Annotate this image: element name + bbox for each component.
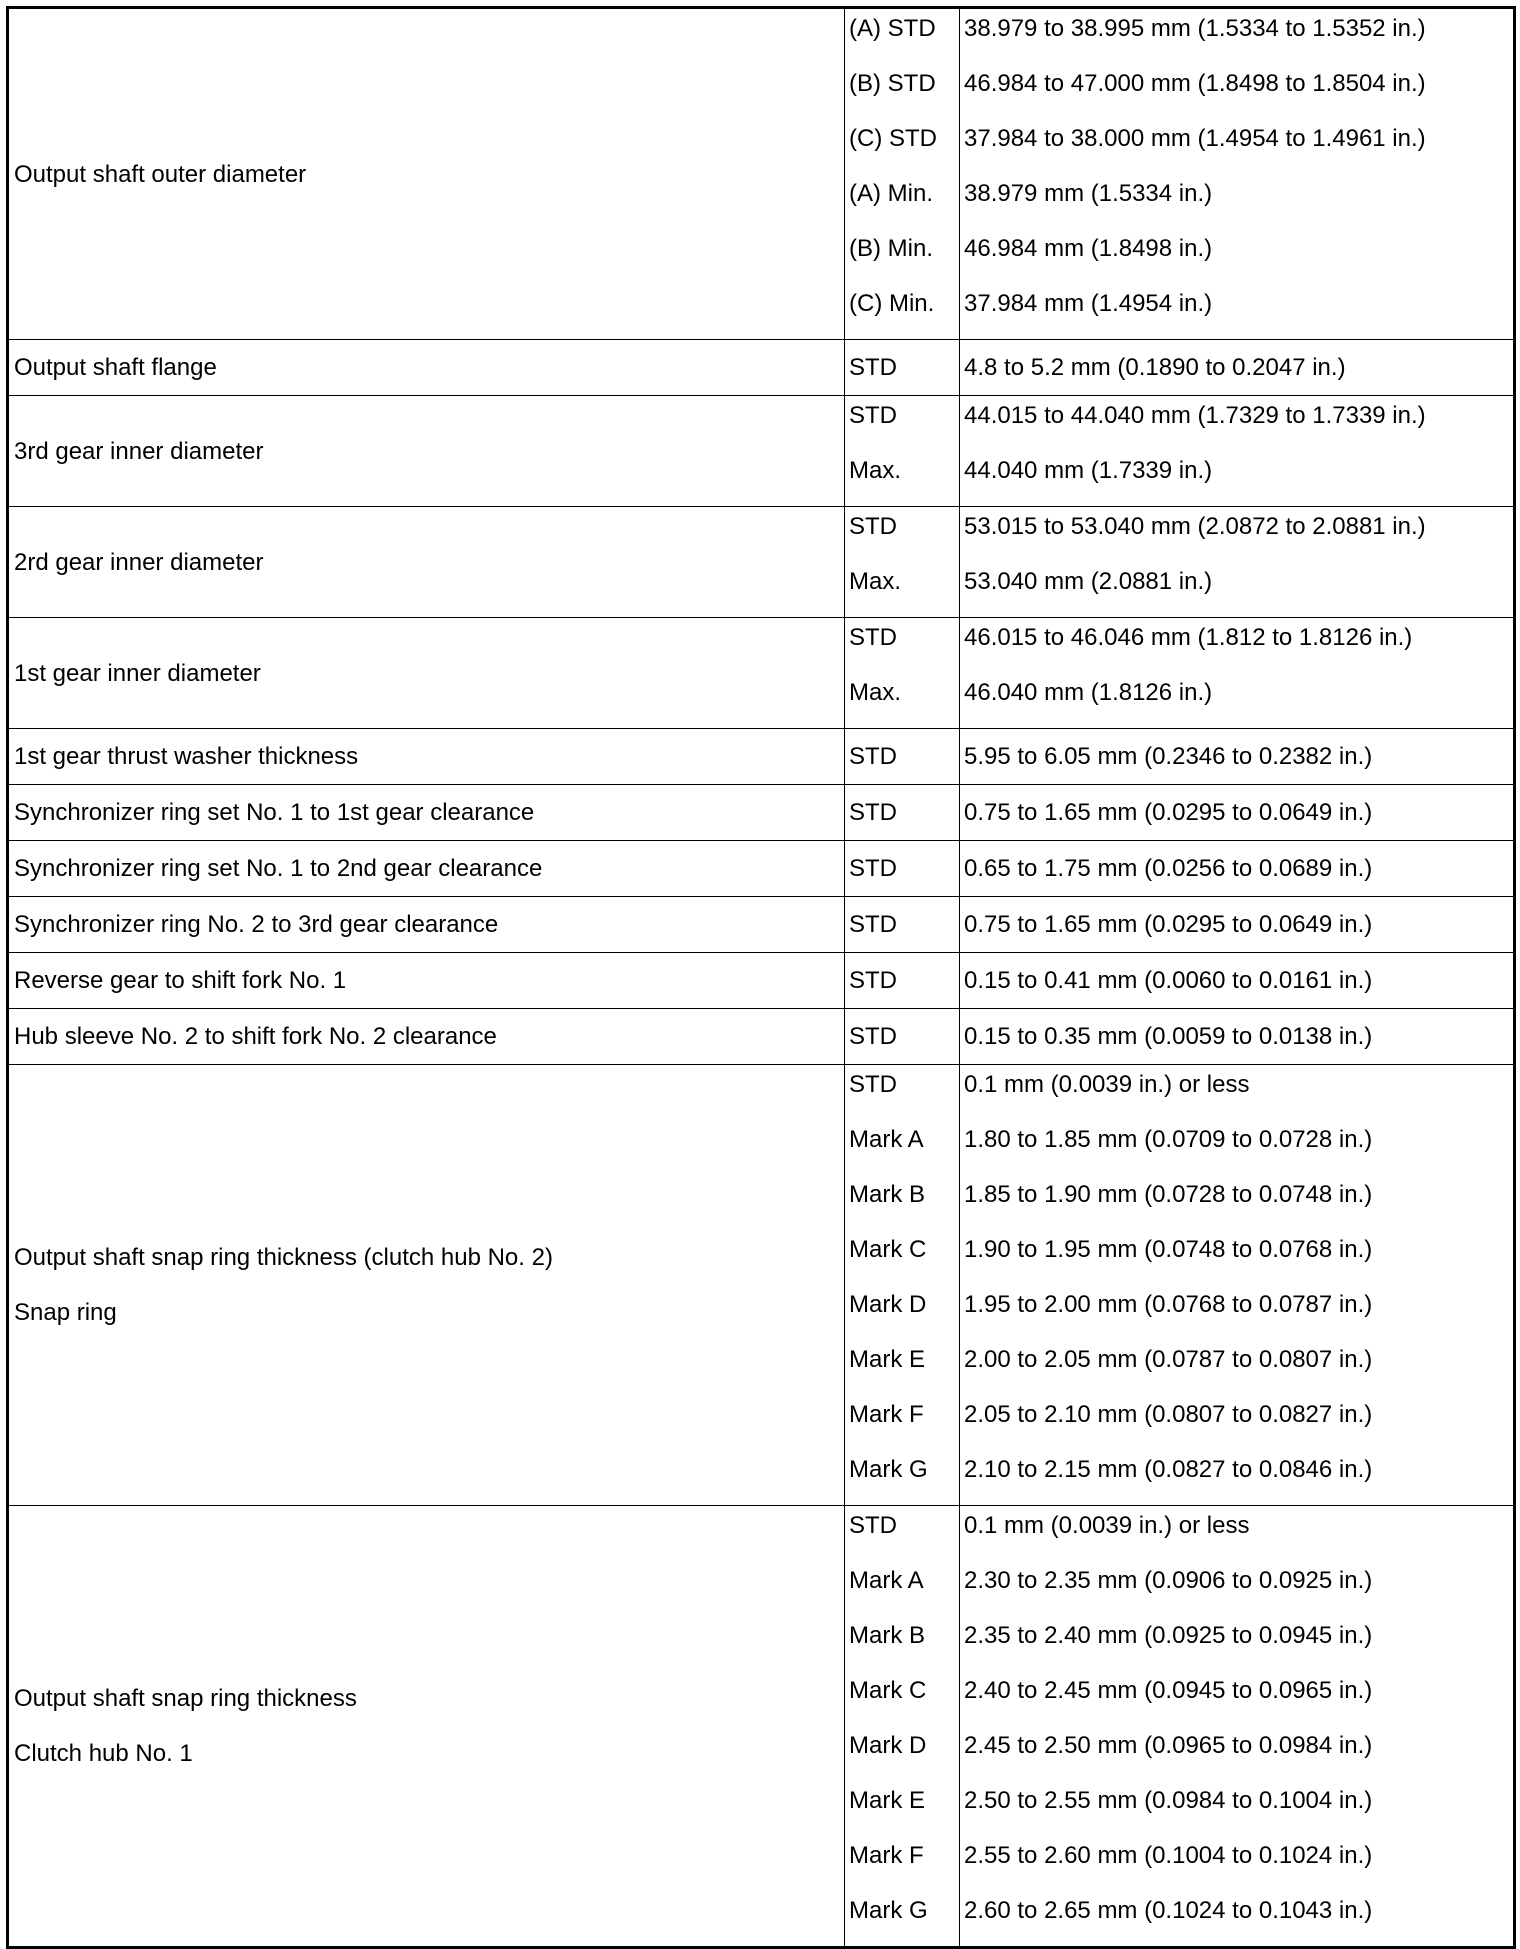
spec-label: STD xyxy=(849,1022,897,1050)
spec-item-cell xyxy=(8,897,845,953)
spec-label: STD xyxy=(849,402,897,429)
spec-item-cell xyxy=(8,729,845,785)
spec-value-cell xyxy=(960,618,1515,729)
table-row xyxy=(8,396,1515,507)
spec-value: 44.015 to 44.040 mm (1.7329 to 1.7339 in.) xyxy=(964,402,1426,429)
spec-value-cell xyxy=(960,340,1515,396)
spec-label-cell xyxy=(845,507,960,618)
spec-label: STD xyxy=(849,1512,897,1539)
spec-label: Mark C xyxy=(849,1236,927,1263)
spec-value: 0.75 to 1.65 mm (0.0295 to 0.0649 in.) xyxy=(964,798,1373,826)
spec-label: STD xyxy=(849,742,897,770)
spec-item-line: Output shaft outer diameter xyxy=(14,160,307,188)
spec-label: (B) Min. xyxy=(849,235,933,262)
spec-label: Max. xyxy=(849,679,902,706)
spec-label-cell xyxy=(845,897,960,953)
spec-value: 1.85 to 1.90 mm (0.0728 to 0.0748 in.) xyxy=(964,1181,1373,1208)
table-row xyxy=(8,8,1515,340)
spec-value-cell xyxy=(960,1506,1515,1948)
spec-value: 38.979 mm (1.5334 in.) xyxy=(964,180,1213,207)
spec-label-cell xyxy=(845,1065,960,1506)
spec-value: 46.984 to 47.000 mm (1.8498 to 1.8504 in.) xyxy=(964,70,1426,97)
spec-label: STD xyxy=(849,624,897,651)
spec-label-cell xyxy=(845,8,960,340)
spec-label: (C) Min. xyxy=(849,290,935,317)
spec-item-cell xyxy=(8,396,845,507)
spec-item-text xyxy=(14,1009,840,1064)
spec-label: (A) Min. xyxy=(849,180,933,207)
spec-value: 2.50 to 2.55 mm (0.0984 to 0.1004 in.) xyxy=(964,1787,1373,1814)
spec-label: Mark F xyxy=(849,1842,924,1869)
spec-value: 38.979 to 38.995 mm (1.5334 to 1.5352 in.) xyxy=(964,15,1426,42)
table-row xyxy=(8,953,1515,1009)
spec-value: 1.90 to 1.95 mm (0.0748 to 0.0768 in.) xyxy=(964,1236,1373,1263)
spec-value-cell xyxy=(960,1065,1515,1506)
spec-label: STD xyxy=(849,854,897,882)
spec-value-cell xyxy=(960,897,1515,953)
spec-label: Max. xyxy=(849,457,902,484)
spec-label: Max. xyxy=(849,568,902,595)
spec-item-text xyxy=(14,646,840,701)
spec-value: 2.10 to 2.15 mm (0.0827 to 0.0846 in.) xyxy=(964,1456,1373,1483)
spec-value: 0.1 mm (0.0039 in.) or less xyxy=(964,1512,1250,1539)
spec-value: 2.55 to 2.60 mm (0.1004 to 0.1024 in.) xyxy=(964,1842,1373,1869)
spec-label: Mark G xyxy=(849,1456,928,1483)
spec-label: STD xyxy=(849,966,897,994)
spec-value: 5.95 to 6.05 mm (0.2346 to 0.2382 in.) xyxy=(964,742,1373,770)
spec-value: 2.00 to 2.05 mm (0.0787 to 0.0807 in.) xyxy=(964,1346,1373,1373)
spec-item-text xyxy=(14,535,840,590)
spec-item-text xyxy=(14,1671,840,1781)
spec-label: STD xyxy=(849,798,897,826)
spec-item-text xyxy=(14,340,840,395)
spec-label: Mark E xyxy=(849,1346,926,1373)
spec-value: 37.984 to 38.000 mm (1.4954 to 1.4961 in.) xyxy=(964,125,1426,152)
spec-item-cell xyxy=(8,1506,845,1948)
spec-label: Mark E xyxy=(849,1787,926,1814)
table-row xyxy=(8,841,1515,897)
spec-item-line: Synchronizer ring set No. 1 to 1st gear clearance xyxy=(14,799,535,826)
spec-value-cell xyxy=(960,785,1515,841)
spec-value: 2.35 to 2.40 mm (0.0925 to 0.0945 in.) xyxy=(964,1622,1373,1649)
spec-item-line: Reverse gear to shift fork No. 1 xyxy=(14,967,347,994)
spec-value: 46.015 to 46.046 mm (1.812 to 1.8126 in.) xyxy=(964,624,1413,651)
spec-value: 2.30 to 2.35 mm (0.0906 to 0.0925 in.) xyxy=(964,1567,1373,1594)
spec-item-text xyxy=(14,424,840,479)
spec-label: (B) STD xyxy=(849,70,936,97)
table-row xyxy=(8,785,1515,841)
spec-label: Mark C xyxy=(849,1677,927,1704)
table-row xyxy=(8,618,1515,729)
spec-item-line: 1st gear inner diameter xyxy=(14,659,261,687)
spec-item-text xyxy=(14,785,840,840)
spec-label: Mark G xyxy=(849,1897,928,1924)
spec-value: 53.015 to 53.040 mm (2.0872 to 2.0881 in.) xyxy=(964,513,1426,540)
spec-value-cell xyxy=(960,507,1515,618)
spec-item-cell xyxy=(8,8,845,340)
specification-table xyxy=(6,6,1516,1949)
spec-label-cell xyxy=(845,785,960,841)
spec-value: 0.65 to 1.75 mm (0.0256 to 0.0689 in.) xyxy=(964,854,1373,882)
spec-item-line: Synchronizer ring No. 2 to 3rd gear clearance xyxy=(14,911,499,938)
spec-label: Mark B xyxy=(849,1622,926,1649)
spec-label: Mark B xyxy=(849,1181,926,1208)
spec-item-text xyxy=(14,897,840,952)
spec-value-cell xyxy=(960,8,1515,340)
spec-value: 1.95 to 2.00 mm (0.0768 to 0.0787 in.) xyxy=(964,1291,1373,1318)
spec-label: (C) STD xyxy=(849,125,937,152)
spec-item-cell xyxy=(8,507,845,618)
spec-label-cell xyxy=(845,953,960,1009)
spec-value-cell xyxy=(960,396,1515,507)
spec-value: 46.984 mm (1.8498 in.) xyxy=(964,235,1213,262)
spec-value: 2.05 to 2.10 mm (0.0807 to 0.0827 in.) xyxy=(964,1401,1373,1428)
spec-label-cell xyxy=(845,841,960,897)
spec-label: Mark A xyxy=(849,1126,924,1153)
spec-item-line: 1st gear thrust washer thickness xyxy=(14,743,359,770)
spec-value: 44.040 mm (1.7339 in.) xyxy=(964,457,1213,484)
spec-item-line: Output shaft snap ring thickness xyxy=(14,1685,357,1712)
spec-item-cell xyxy=(8,618,845,729)
table-row xyxy=(8,340,1515,396)
spec-label: STD xyxy=(849,353,897,381)
spec-value: 0.15 to 0.41 mm (0.0060 to 0.0161 in.) xyxy=(964,966,1373,994)
specification-table-body xyxy=(8,8,1515,1948)
spec-value: 53.040 mm (2.0881 in.) xyxy=(964,568,1213,595)
spec-value: 37.984 mm (1.4954 in.) xyxy=(964,290,1213,317)
spec-item-cell xyxy=(8,785,845,841)
spec-item-cell xyxy=(8,340,845,396)
spec-label-cell xyxy=(845,396,960,507)
spec-label-cell xyxy=(845,340,960,396)
spec-value-cell xyxy=(960,841,1515,897)
spec-item-text xyxy=(14,841,840,896)
table-row xyxy=(8,507,1515,618)
spec-item-line: 3rd gear inner diameter xyxy=(14,437,264,465)
spec-label: STD xyxy=(849,1071,897,1098)
spec-value: 0.75 to 1.65 mm (0.0295 to 0.0649 in.) xyxy=(964,910,1373,938)
spec-item-line: Output shaft flange xyxy=(14,354,217,381)
spec-item-cell xyxy=(8,1065,845,1506)
spec-label: (A) STD xyxy=(849,15,936,42)
spec-label: Mark A xyxy=(849,1567,924,1594)
spec-item-text xyxy=(14,147,840,202)
spec-label-cell xyxy=(845,729,960,785)
spec-value-cell xyxy=(960,953,1515,1009)
spec-label: Mark F xyxy=(849,1401,924,1428)
spec-item-line: Snap ring xyxy=(14,1299,117,1326)
table-row xyxy=(8,1506,1515,1948)
table-row xyxy=(8,1009,1515,1065)
spec-item-cell xyxy=(8,953,845,1009)
spec-value-cell xyxy=(960,729,1515,785)
table-row xyxy=(8,897,1515,953)
table-row xyxy=(8,729,1515,785)
spec-item-text xyxy=(14,1230,840,1340)
spec-value-cell xyxy=(960,1009,1515,1065)
spec-label: Mark D xyxy=(849,1732,927,1759)
spec-label-cell xyxy=(845,618,960,729)
spec-label-cell xyxy=(845,1009,960,1065)
spec-item-text xyxy=(14,729,840,784)
spec-label: STD xyxy=(849,910,897,938)
spec-item-line: Synchronizer ring set No. 1 to 2nd gear clearance xyxy=(14,855,543,882)
spec-value: 0.1 mm (0.0039 in.) or less xyxy=(964,1071,1250,1098)
spec-value: 1.80 to 1.85 mm (0.0709 to 0.0728 in.) xyxy=(964,1126,1373,1153)
spec-value: 2.40 to 2.45 mm (0.0945 to 0.0965 in.) xyxy=(964,1677,1373,1704)
spec-item-line: Clutch hub No. 1 xyxy=(14,1740,193,1767)
table-row xyxy=(8,1065,1515,1506)
spec-label: STD xyxy=(849,513,897,540)
spec-value: 2.45 to 2.50 mm (0.0965 to 0.0984 in.) xyxy=(964,1732,1373,1759)
spec-value: 0.15 to 0.35 mm (0.0059 to 0.0138 in.) xyxy=(964,1022,1373,1050)
spec-value: 4.8 to 5.2 mm (0.1890 to 0.2047 in.) xyxy=(964,353,1346,381)
spec-item-line: 2rd gear inner diameter xyxy=(14,548,264,576)
spec-item-cell xyxy=(8,1009,845,1065)
spec-item-line: Hub sleeve No. 2 to shift fork No. 2 clearance xyxy=(14,1023,497,1050)
spec-value: 46.040 mm (1.8126 in.) xyxy=(964,679,1213,706)
spec-item-cell xyxy=(8,841,845,897)
spec-label: Mark D xyxy=(849,1291,927,1318)
spec-label-cell xyxy=(845,1506,960,1948)
spec-item-text xyxy=(14,953,840,1008)
spec-value: 2.60 to 2.65 mm (0.1024 to 0.1043 in.) xyxy=(964,1897,1373,1924)
spec-item-line: Output shaft snap ring thickness (clutch hub No. 2) xyxy=(14,1244,553,1271)
